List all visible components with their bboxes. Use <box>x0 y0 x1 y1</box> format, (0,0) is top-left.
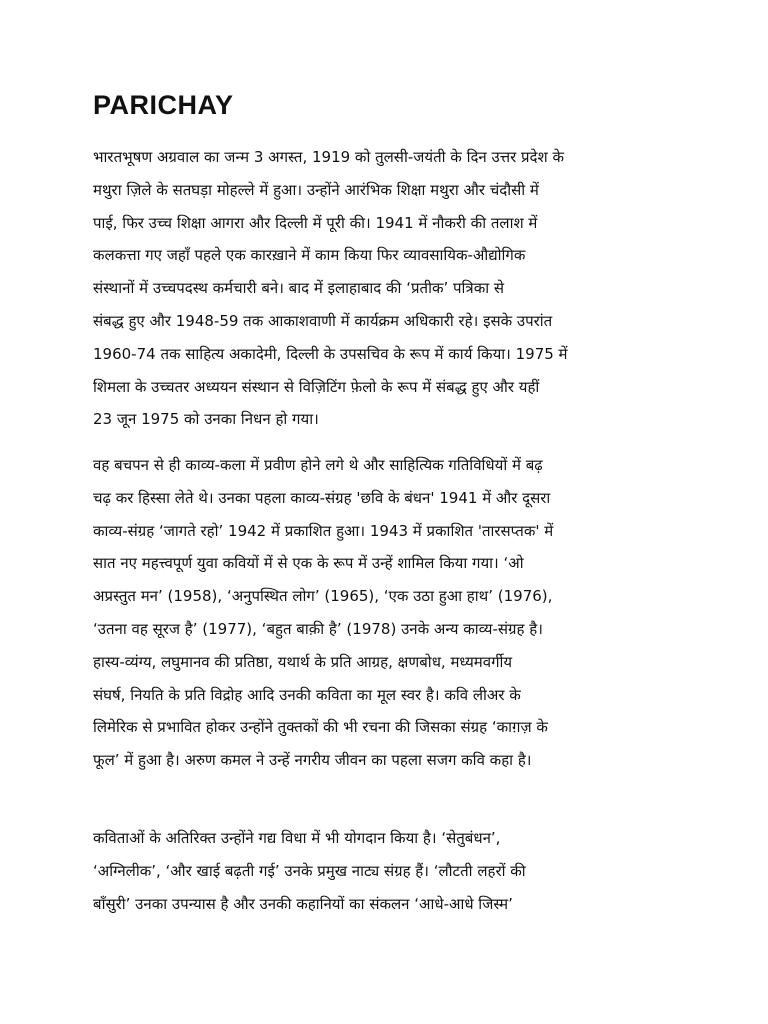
page-title: PARICHAY <box>93 90 234 120</box>
text-line: ‘उतना वह सूरज है’ (1977), ‘बहुत बाक़ी है’ (1978) उनके अन्य काव्य-संग्रह है। <box>93 619 543 638</box>
text-line: भारतभूषण अग्रवाल का जन्म 3 अगस्त, 1919 को तुलसी-जयंती के दिन उत्तर प्रदेश के <box>93 148 564 166</box>
text-line: बाँसुरी’ उनका उपन्यास है और उनकी कहानियों का संकलन ‘आधे-आधे जिस्म’ <box>93 894 513 913</box>
text-line: हास्य-व्यंग्य, लघुमानव की प्रतिष्ठा, यथार्थ के प्रति आग्रह, क्षणबोध, मध्यमवर्गीय <box>93 652 513 671</box>
paragraph-biography <box>93 141 671 436</box>
paragraph-prose <box>93 822 671 920</box>
text-line: संबद्ध हुए और 1948-59 तक आकाशवाणी में कार्यक्रम अधिकारी रहे। इसके उपरांत <box>93 311 553 330</box>
text-line: लिमेरिक से प्रभावित होकर उन्होंने तुक्तकों की भी रचना की जिसका संग्रह ‘काग़ज़ के <box>93 718 548 737</box>
text-line: फूल’ में हुआ है। अरुण कमल ने उन्हें नगरीय जीवन का पहला सजग कवि कहा है। <box>93 751 532 770</box>
paragraph-poetry <box>93 449 671 777</box>
text-line: अप्रस्तुत मन’ (1958), ‘अनुपस्थित लोग’ (1965), ‘एक उठा हुआ हाथ’ (1976), <box>93 587 553 606</box>
text-line: चढ़ कर हिस्सा लेते थे। उनका पहला काव्य-संग्रह 'छवि के बंधन' 1941 में और दूसरा <box>93 488 551 507</box>
text-line: 1960-74 तक साहित्य अकादेमी, दिल्ली के उपसचिव के रूप में कार्य किया। 1975 में <box>93 344 568 363</box>
text-line: संघर्ष, नियति के प्रति विद्रोह आदि उनकी कविता का मूल स्वर है। कवि लीअर के <box>93 685 521 704</box>
text-line: वह बचपन से ही काव्य-कला में प्रवीण होने लगे थे और साहित्यिक गतिविधियों में बढ़ <box>93 456 543 474</box>
text-line: ‘अग्निलीक’, ‘और खाई बढ़ती गई’ उनके प्रमुख नाट्य संग्रह हैं। ‘लौटती लहरों की <box>93 861 526 880</box>
text-line: कविताओं के अतिरिक्त उन्होंने गद्य विधा में भी योगदान किया है। ‘सेतुबंधन’, <box>93 829 501 847</box>
text-line: काव्य-संग्रह ‘जागते रहो’ 1942 में प्रकाशित हुआ। 1943 में प्रकाशित 'तारसप्तक' में <box>93 521 554 540</box>
text-line: कलकत्ता गए जहाँ पहले एक कारख़ाने में काम किया फिर व्यावसायिक-औद्योगिक <box>93 246 526 265</box>
text-line: सात नए महत्त्वपूर्ण युवा कवियों में से एक के रूप में उन्हें शामिल किया गया। ‘ओ <box>93 554 524 573</box>
text-line: 23 जून 1975 को उनका निधन हो गया। <box>93 410 319 429</box>
text-line: शिमला के उच्चतर अध्ययन संस्थान से विज़िटिंग फ़ेलो के रूप में संबद्ध हुए और यहीं <box>93 377 540 396</box>
text-line: मथुरा ज़िले के सतघड़ा मोहल्ले में हुआ। उन्होंने आरंभिक शिक्षा मथुरा और चंदौसी में <box>93 180 539 199</box>
text-line: संस्थानों में उच्चपदस्थ कर्मचारी बने। बाद में इलाहाबाद की ‘प्रतीक’ पत्रिका से <box>93 279 505 298</box>
text-line: पाई, फिर उच्च शिक्षा आगरा और दिल्ली में पूरी की। 1941 में नौकरी की तलाश में <box>93 213 538 232</box>
